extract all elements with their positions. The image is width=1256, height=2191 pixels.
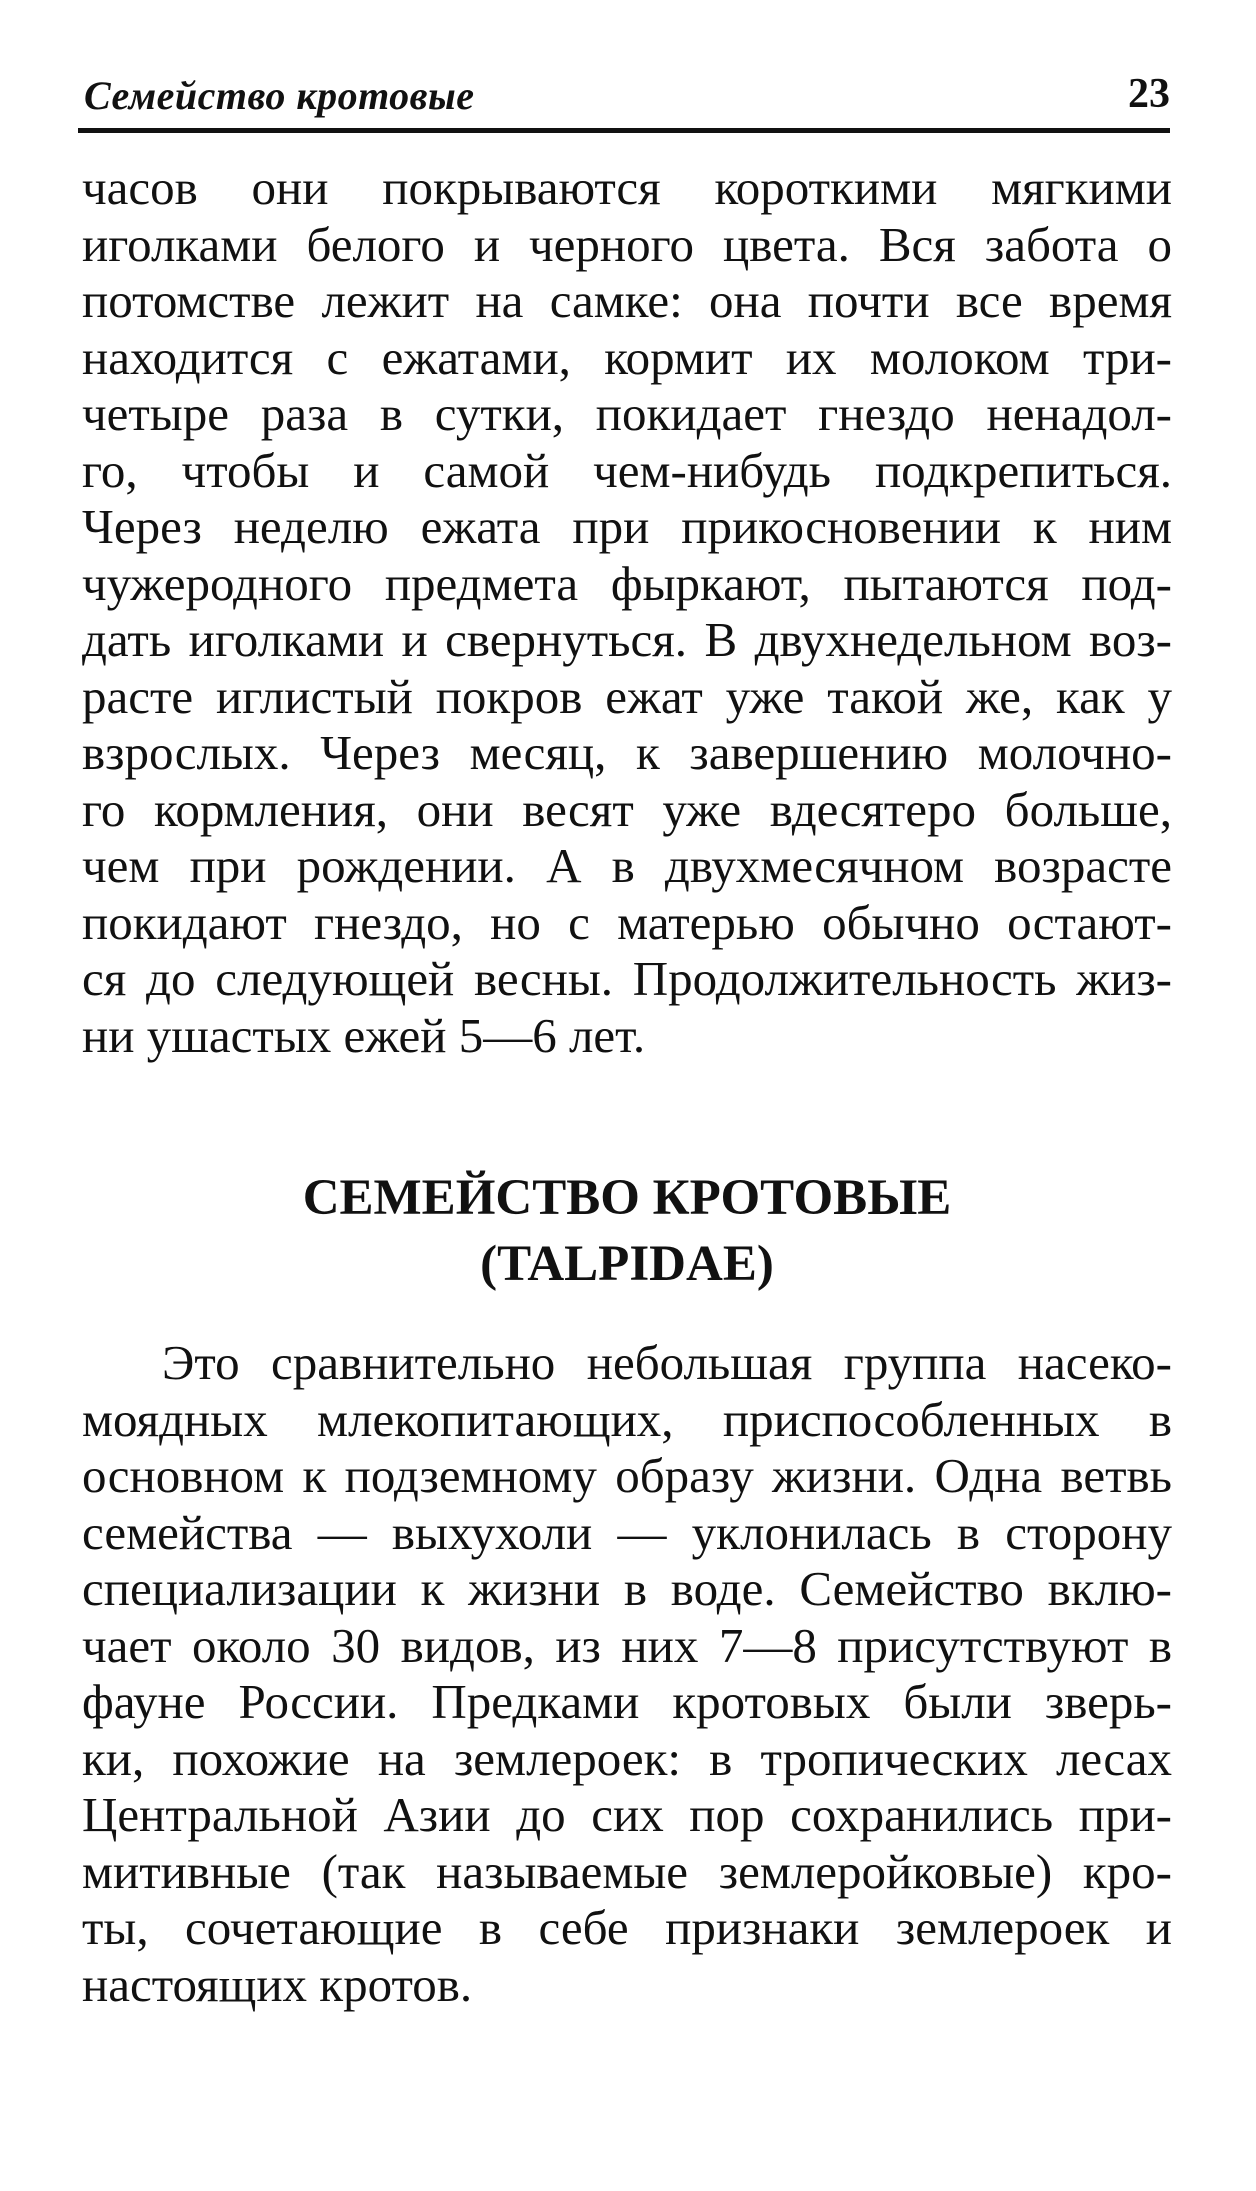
paragraph-talpidae-intro <box>82 1335 1172 2013</box>
text-line: взрослых. Через месяц, к завершению молочно- <box>82 725 1172 780</box>
text-line: находится с ежатами, кормит их молоком три- <box>82 329 1172 385</box>
text-line: ся до следующей весны. Продолжительность жиз- <box>82 951 1172 1006</box>
text-line: го, чтобы и самой чем-нибудь подкрепиться. <box>82 442 1172 498</box>
text-line: дать иголками и свернуться. В двухнедельном воз- <box>82 612 1172 667</box>
text-line: Это сравнительно небольшая группа насеко- <box>162 1335 1172 1390</box>
text-line: основном к подземному образу жизни. Одна ветвь <box>82 1448 1172 1503</box>
running-title: Семейство кротовые <box>84 73 475 118</box>
text-line: четыре раза в сутки, покидает гнездо ненадол- <box>82 386 1172 441</box>
text-line: Центральной Азии до сих пор сохранились при- <box>82 1787 1172 1842</box>
section-heading <box>82 1165 1172 1297</box>
text-line: часов они покрываются короткими мягкими <box>82 160 1172 215</box>
text-line: чужеродного предмета фыркают, пытаются под- <box>82 555 1172 611</box>
text-line: настоящих кротов. <box>82 1956 473 2012</box>
text-line: иголками белого и черного цвета. Вся забота о <box>82 216 1172 272</box>
text-line: потомстве лежит на самке: она почти все время <box>82 273 1172 328</box>
text-line: моядных млекопитающих, приспособленных в <box>82 1391 1172 1447</box>
text-line: ни ушастых ежей 5—6 лет. <box>82 1007 646 1063</box>
paragraph-hedgehog-offspring <box>82 160 1172 1064</box>
text-line: митивные (так называемые землеройковые) кро- <box>82 1843 1172 1899</box>
text-line: специализации к жизни в воде. Семейство вклю- <box>82 1561 1172 1616</box>
running-header <box>78 66 1170 133</box>
text-line: го кормления, они весят уже вдесятеро больше, <box>82 781 1172 837</box>
text-line: ки, похожие на землероек: в тропических лесах <box>82 1730 1172 1786</box>
text-line: семейства — выхухоли — уклонилась в сторону <box>82 1504 1172 1560</box>
section-heading-title: СЕМЕЙСТВО КРОТОВЫЕ <box>302 1170 952 1226</box>
text-line: чем при рождении. А в двухмесячном возрасте <box>82 838 1172 893</box>
page-number: 23 <box>1128 71 1170 117</box>
text-line: расте иглистый покров ежат уже такой же, как у <box>82 668 1172 724</box>
text-line: ты, сочетающие в себе признаки землероек и <box>82 1900 1172 1955</box>
text-line: покидают гнездо, но с матерью обычно остают- <box>82 894 1172 950</box>
text-line: фауне России. Предками кротовых были зверь- <box>82 1674 1172 1729</box>
section-heading-latin: (TALPIDAE) <box>480 1236 774 1292</box>
text-line: чает около 30 видов, из них 7—8 присутствуют в <box>82 1617 1172 1673</box>
text-line: Через неделю ежата при прикосновении к ним <box>82 499 1172 554</box>
